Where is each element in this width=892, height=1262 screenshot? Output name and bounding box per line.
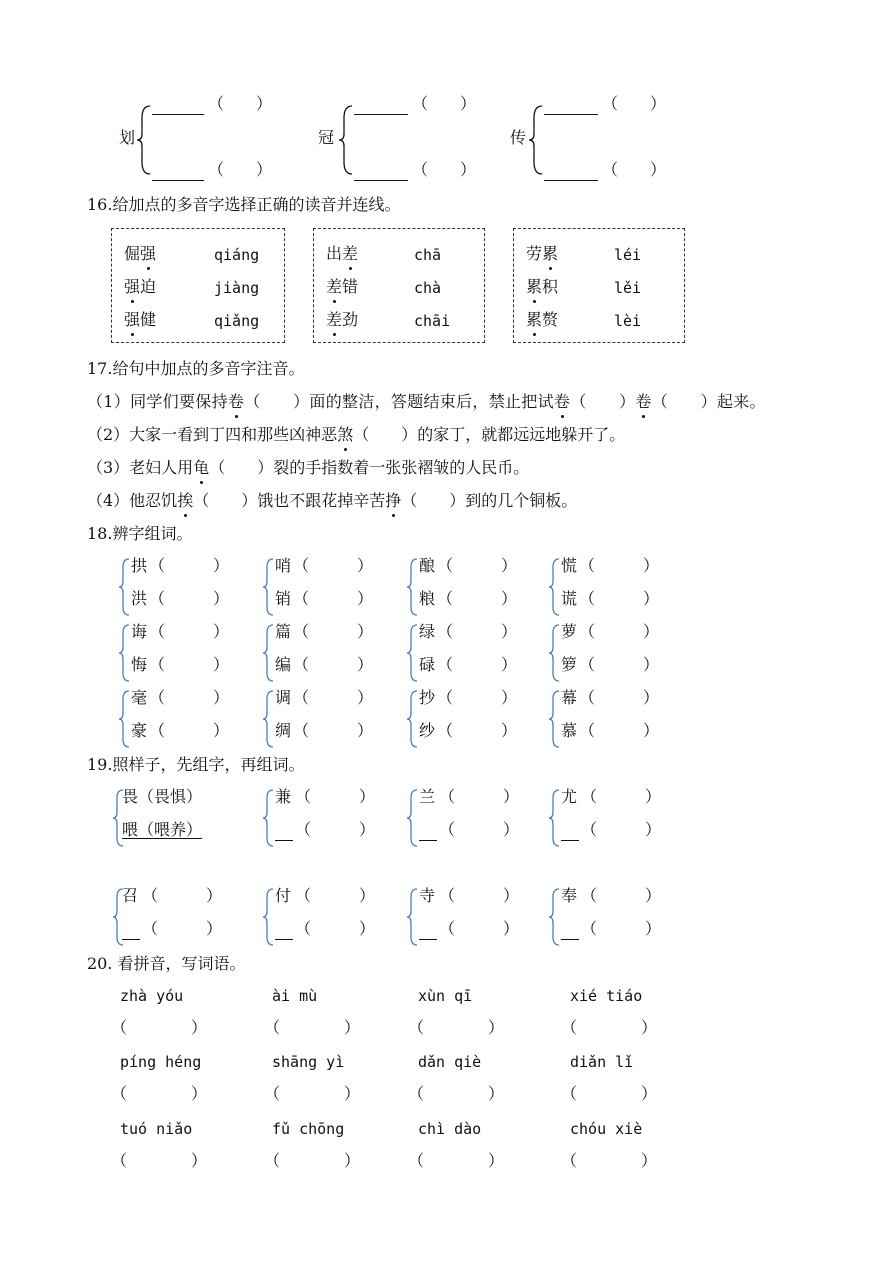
q17-sentence-2: （2）大家一看到丁四和那些凶神恶煞（ ）的家丁，就都远远地躲开了。 (87, 425, 626, 444)
paren[interactable]: （ ） (602, 94, 667, 113)
paren[interactable]: （ ） (437, 655, 518, 674)
answer-paren[interactable]: （ ） (408, 1151, 505, 1170)
q16-pinyin[interactable]: chāi (414, 312, 451, 330)
q18-char: 绸 (275, 721, 292, 740)
q16-pinyin[interactable]: jiàng (214, 279, 260, 297)
brace (548, 690, 562, 748)
q16-pinyin[interactable]: chà (414, 279, 442, 297)
paren[interactable]: （ ） (293, 556, 374, 575)
paren[interactable]: （ ） (437, 622, 518, 641)
q16-word: 劳累 (526, 244, 559, 263)
q18-char: 抄 (419, 688, 436, 707)
q17-sentence-3: （3）老妇人用龟（ ）裂的手指数着一张张褶皱的人民币。 (87, 458, 530, 477)
q18-char: 幕 (561, 688, 578, 707)
paren[interactable]: （ ） (437, 688, 518, 707)
q20-pinyin: diǎn lǐ (570, 1053, 634, 1071)
q18-char: 篇 (275, 622, 292, 641)
q15-char-2: 冠 (318, 128, 335, 147)
q19-example-top: 畏（畏惧） (122, 787, 203, 806)
paren[interactable]: （ ） (142, 886, 223, 905)
answer-blank[interactable] (152, 162, 204, 181)
q16-word: 倔强 (124, 244, 157, 263)
q16-word: 出差 (326, 244, 359, 263)
q18-char: 箩 (561, 655, 578, 674)
q16-pinyin[interactable]: qiǎng (214, 312, 260, 330)
answer-blank[interactable] (354, 96, 408, 115)
q19-char: 兼 (275, 787, 292, 806)
paren[interactable]: （ ） (293, 721, 374, 740)
q16-pinyin[interactable]: lèi (614, 312, 642, 330)
paren[interactable]: （ ） (579, 655, 660, 674)
q20-pinyin: dǎn qiè (418, 1053, 482, 1071)
paren[interactable]: （ ） (439, 886, 520, 905)
paren[interactable]: （ ） (295, 886, 376, 905)
paren[interactable]: （ ） (295, 787, 376, 806)
q18-title: 18.辨字组词。 (87, 524, 193, 543)
brace (406, 558, 420, 616)
q19-char: 召 (122, 886, 139, 905)
brace (262, 558, 276, 616)
q18-char: 毫 (131, 688, 148, 707)
paren[interactable]: （ ） (295, 919, 376, 938)
paren[interactable]: （ ） (149, 622, 230, 641)
answer-blank[interactable] (561, 822, 579, 841)
q18-char: 慌 (561, 556, 578, 575)
answer-paren[interactable]: （ ） (408, 1084, 505, 1103)
answer-blank[interactable] (544, 162, 598, 181)
brace (118, 558, 132, 616)
brace (262, 888, 276, 946)
paren[interactable]: （ ） (293, 688, 374, 707)
brace (548, 789, 562, 847)
q18-char: 酿 (419, 556, 436, 575)
paren[interactable]: （ ） (437, 556, 518, 575)
answer-blank[interactable] (354, 162, 408, 181)
paren[interactable]: （ ） (142, 919, 223, 938)
q18-char: 粮 (419, 589, 436, 608)
paren[interactable]: （ ） (412, 160, 477, 179)
brace (406, 888, 420, 946)
answer-paren[interactable]: （ ） (561, 1018, 658, 1037)
answer-blank[interactable] (419, 822, 437, 841)
q19-char: 兰 (419, 787, 436, 806)
q19-title: 19.照样子，先组字，再组词。 (87, 755, 305, 774)
paren[interactable]: （ ） (437, 589, 518, 608)
q16-pinyin[interactable]: chā (414, 246, 442, 264)
q19-char: 寺 (419, 886, 436, 905)
paren[interactable]: （ ） (581, 886, 662, 905)
q16-pinyin[interactable]: léi (614, 246, 642, 264)
paren[interactable]: （ ） (149, 589, 230, 608)
paren[interactable]: （ ） (579, 721, 660, 740)
q19-example-bottom: 喂（喂养） (122, 820, 203, 839)
answer-paren[interactable]: （ ） (408, 1018, 505, 1037)
answer-paren[interactable]: （ ） (111, 1084, 208, 1103)
q18-char: 拱 (131, 556, 148, 575)
q20-pinyin: tuó niǎo (120, 1120, 193, 1138)
q20-pinyin: xùn qī (418, 987, 473, 1005)
brace (548, 558, 562, 616)
paren[interactable]: （ ） (579, 589, 660, 608)
q18-char: 销 (275, 589, 292, 608)
answer-paren[interactable]: （ ） (264, 1151, 361, 1170)
q16-word: 累赘 (526, 310, 559, 329)
answer-blank[interactable] (122, 921, 140, 940)
q19-char: 付 (275, 886, 292, 905)
answer-paren[interactable]: （ ） (561, 1084, 658, 1103)
q16-word: 差错 (326, 277, 359, 296)
answer-paren[interactable]: （ ） (561, 1151, 658, 1170)
q18-char: 编 (275, 655, 292, 674)
q18-char: 碌 (419, 655, 436, 674)
paren[interactable]: （ ） (149, 688, 230, 707)
answer-blank[interactable] (419, 921, 437, 940)
paren[interactable]: （ ） (149, 655, 230, 674)
paren[interactable]: （ ） (149, 721, 230, 740)
paren[interactable]: （ ） (581, 787, 662, 806)
q18-char: 慕 (561, 721, 578, 740)
paren[interactable]: （ ） (439, 787, 520, 806)
q18-char: 绿 (419, 622, 436, 641)
q17-title: 17.给句中加点的多音字注音。 (87, 359, 305, 378)
q20-pinyin: fǔ chōng (272, 1120, 345, 1138)
q17-sentence-1: （1）同学们要保持卷（ ）面的整洁，答题结束后，禁止把试卷（ ）卷（ ）起来。 (87, 392, 766, 411)
q19-char: 尤 (561, 787, 578, 806)
brace (406, 690, 420, 748)
brace (406, 789, 420, 847)
q18-char: 纱 (419, 721, 436, 740)
q16-pinyin[interactable]: lěi (614, 279, 642, 297)
answer-paren[interactable]: （ ） (111, 1018, 208, 1037)
q16-word: 强健 (124, 310, 157, 329)
paren[interactable]: （ ） (437, 721, 518, 740)
q17-sentence-4: （4）他忍饥挨（ ）饿也不跟花掉辛苦挣（ ）到的几个铜板。 (87, 491, 578, 510)
paren[interactable]: （ ） (581, 820, 662, 839)
paren[interactable]: （ ） (208, 160, 273, 179)
answer-blank[interactable] (561, 921, 579, 940)
answer-blank[interactable] (275, 921, 293, 940)
q20-pinyin: ài mù (272, 987, 318, 1005)
q20-title: 20. 看拼音，写词语。 (87, 954, 246, 973)
paren[interactable]: （ ） (149, 556, 230, 575)
q20-pinyin: chì dào (418, 1120, 482, 1138)
q20-pinyin: zhà yóu (120, 987, 184, 1005)
q15-char-3: 传 (510, 128, 527, 147)
q16-word: 强迫 (124, 277, 157, 296)
paren[interactable]: （ ） (293, 622, 374, 641)
paren[interactable]: （ ） (581, 919, 662, 938)
q16-word: 累积 (526, 277, 559, 296)
paren[interactable]: （ ） (579, 622, 660, 641)
paren[interactable]: （ ） (293, 655, 374, 674)
paren[interactable]: （ ） (295, 820, 376, 839)
paren[interactable]: （ ） (579, 556, 660, 575)
q18-char: 豪 (131, 721, 148, 740)
answer-paren[interactable]: （ ） (264, 1018, 361, 1037)
q18-char: 悔 (131, 655, 148, 674)
q18-char: 调 (275, 688, 292, 707)
brace (548, 888, 562, 946)
answer-paren[interactable]: （ ） (111, 1151, 208, 1170)
brace (262, 624, 276, 682)
q20-pinyin: xié tiáo (570, 987, 643, 1005)
q16-word: 差劲 (326, 310, 359, 329)
brace (548, 624, 562, 682)
paren[interactable]: （ ） (439, 919, 520, 938)
paren[interactable]: （ ） (579, 688, 660, 707)
brace (118, 690, 132, 748)
q16-title: 16.给加点的多音字选择正确的读音并连线。 (87, 195, 401, 214)
q18-char: 诲 (131, 622, 148, 641)
brace (262, 690, 276, 748)
q19-char: 奉 (561, 886, 578, 905)
q15-char-1: 划 (119, 128, 136, 147)
paren[interactable]: （ ） (439, 820, 520, 839)
paren[interactable]: （ ） (208, 94, 273, 113)
brace (406, 624, 420, 682)
q20-pinyin: shāng yì (272, 1053, 345, 1071)
paren[interactable]: （ ） (412, 94, 477, 113)
q18-char: 谎 (561, 589, 578, 608)
answer-blank[interactable] (544, 96, 598, 115)
paren[interactable]: （ ） (293, 589, 374, 608)
brace (118, 624, 132, 682)
answer-blank[interactable] (275, 822, 293, 841)
paren[interactable]: （ ） (602, 160, 667, 179)
q20-pinyin: chóu xiè (570, 1120, 643, 1138)
q16-pinyin[interactable]: qiáng (214, 246, 260, 264)
answer-paren[interactable]: （ ） (264, 1084, 361, 1103)
q18-char: 萝 (561, 622, 578, 641)
answer-blank[interactable] (152, 96, 204, 115)
brace (262, 789, 276, 847)
q18-char: 洪 (131, 589, 148, 608)
q18-char: 哨 (275, 556, 292, 575)
q20-pinyin: píng héng (120, 1053, 202, 1071)
